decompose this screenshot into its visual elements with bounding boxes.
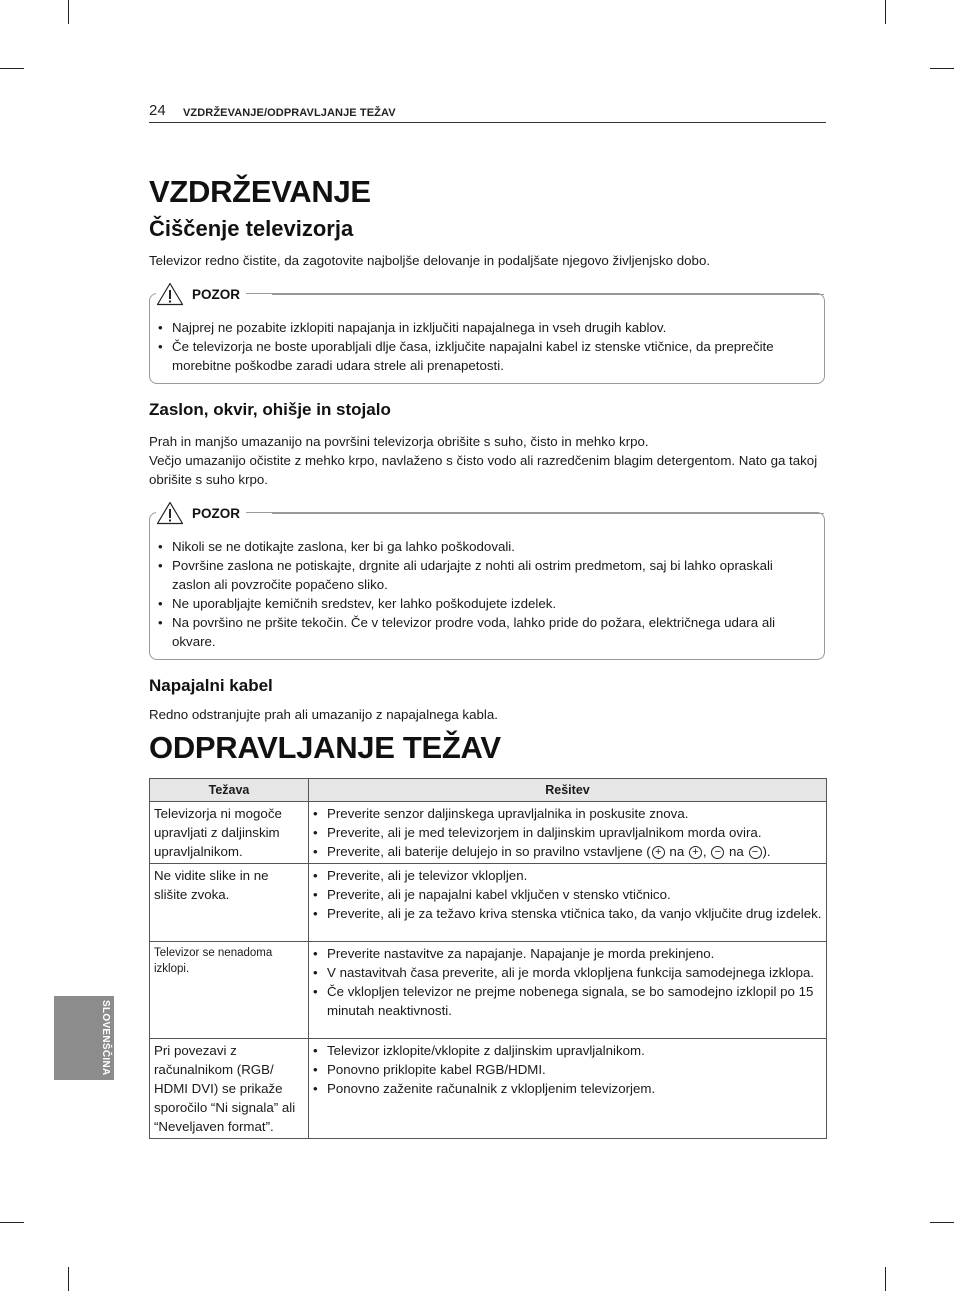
maintenance-title: VZDRŽEVANJE (149, 174, 371, 209)
troubleshooting-table (149, 778, 827, 1139)
solution-cell (309, 942, 827, 1039)
list-item: • Na površino ne pršite tekočin. Če v televizor prodre voda, lahko pride do požara, električnega udara ali okvare. (158, 613, 804, 651)
crop-mark (930, 1222, 954, 1223)
page-header (149, 102, 826, 123)
list-item: • Preverite nastavitve za napajanje. Napajanje je morda prekinjeno. (313, 944, 822, 963)
list-item: • Nikoli se ne dotikajte zaslona, ker bi ga lahko poškodovali. (158, 537, 804, 556)
crop-mark (885, 1267, 886, 1291)
caution-label: POZOR (192, 286, 241, 302)
cable-title: Napajalni kabel (149, 676, 273, 695)
list-item: • Ponovno priklopite kabel RGB/HDMI. (313, 1060, 822, 1079)
crop-mark (68, 1267, 69, 1291)
table-row (150, 942, 827, 1039)
solution-cell (309, 1039, 827, 1139)
caution-rule (272, 294, 824, 295)
list-item: • V nastavitvah časa preverite, ali je morda vklopljena funkcija samodejnega izklopa. (313, 963, 822, 982)
solution-cell (309, 802, 827, 864)
problem-cell: Pri povezavi z računalnikom (RGB/ HDMI DVI) se prikaže sporočilo “Ni signala” ali “Neveljaven format”. (150, 1039, 309, 1139)
cleaning-intro: Televizor redno čistite, da zagotovite najboljše delovanje in podaljšate njegovo življenjsko dobo. (149, 253, 711, 268)
table-row (150, 864, 827, 942)
table-header-row (150, 779, 827, 802)
solution-cell (309, 864, 827, 942)
crop-mark (68, 0, 69, 24)
list-item: • Televizor izklopite/vklopite z daljinskim upravljalnikom. (313, 1041, 822, 1060)
list-item: • Preverite, ali je med televizorjem in daljinskim upravljalnikom morda ovira. (313, 823, 822, 842)
minus-circle-icon: − (749, 846, 762, 859)
crop-mark (885, 0, 886, 24)
list-item: • Preverite senzor daljinskega upravljalnika in poskusite znova. (313, 804, 822, 823)
text: na (665, 844, 688, 859)
table-row (150, 1039, 827, 1139)
language-tab-label: SLOVENŠČINA (100, 1000, 111, 1076)
screen-title: Zaslon, okvir, ohišje in stojalo (149, 400, 391, 419)
problem-cell: Ne vidite slike in ne slišite zvoka. (150, 864, 309, 942)
list-item: • Če vklopljen televizor ne prejme nobenega signala, se bo samodejno izklopil po 15 minutah neaktivnosti. (313, 982, 822, 1020)
list-item (313, 842, 822, 861)
caution-box (149, 505, 825, 660)
plus-circle-icon: + (652, 846, 665, 859)
running-title: VZDRŽEVANJE/ODPRAVLJANJE TEŽAV (183, 107, 396, 119)
problem-cell: Televizorja ni mogoče upravljati z daljinskim upravljalnikom. (150, 802, 309, 864)
minus-circle-icon: − (711, 846, 724, 859)
caution-list (158, 318, 804, 375)
screen-text-1: Prah in manjšo umazanijo na površini televizorja obrišite s suho, čisto in mehko krpo. (149, 434, 649, 449)
caution-header (156, 281, 246, 307)
col-problem: Težava (150, 779, 309, 802)
crop-mark (0, 1222, 24, 1223)
list-item: • Ponovno zaženite računalnik z vklopljenim televizorjem. (313, 1079, 822, 1098)
problem-cell: Televizor se nenadoma izklopi. (150, 942, 309, 1039)
text: ). (762, 844, 771, 859)
list-item: • Površine zaslona ne potiskajte, drgnite ali udarjajte z nohti ali ostrim predmetom, saj bi lahko opraskali zaslon ali povzročite popačeno sliko. (158, 556, 804, 594)
troubleshooting-title: ODPRAVLJANJE TEŽAV (149, 730, 501, 765)
page-number: 24 (149, 102, 166, 119)
caution-rule (272, 513, 824, 514)
crop-mark (0, 68, 24, 69)
text: , (702, 844, 711, 859)
list-item: • Preverite, ali je za težavo kriva stenska vtičnica tako, da vanjo vključite drug izdelek. (313, 904, 822, 923)
text: na (725, 844, 748, 859)
list-item: • Preverite, ali je televizor vklopljen. (313, 866, 822, 885)
plus-circle-icon: + (689, 846, 702, 859)
crop-mark (930, 68, 954, 69)
list-item: • Najprej ne pozabite izklopiti napajanja in izključiti napajalnega in vseh drugih kablov. (158, 318, 804, 337)
warning-triangle-icon (156, 501, 184, 525)
cleaning-title: Čiščenje televizorja (149, 216, 354, 241)
text: Preverite, ali baterije delujejo in so pravilno vstavljene ( (327, 844, 651, 859)
list-item: • Preverite, ali je napajalni kabel vključen v stensko vtičnico. (313, 885, 822, 904)
warning-triangle-icon (156, 282, 184, 306)
list-item: • Če televizorja ne boste uporabljali dlje časa, izključite napajalni kabel iz stenske vtičnice, da preprečite morebitne poškodbe zaradi udara strele ali prenapetosti. (158, 337, 804, 375)
col-solution: Rešitev (309, 779, 827, 802)
cable-text: Redno odstranjujte prah ali umazanijo z napajalnega kabla. (149, 707, 498, 722)
caution-label: POZOR (192, 505, 241, 521)
caution-box (149, 286, 825, 384)
screen-text-2: Večjo umazanijo očistite z mehko krpo, navlaženo s čisto vodo ali razredčenim blagim detergentom. Nato ga takoj obrišite s suho krpo. (149, 453, 818, 487)
caution-header (156, 500, 246, 526)
caution-list (158, 537, 804, 651)
table-row (150, 802, 827, 864)
list-item: • Ne uporabljajte kemičnih sredstev, ker lahko poškodujete izdelek. (158, 594, 804, 613)
